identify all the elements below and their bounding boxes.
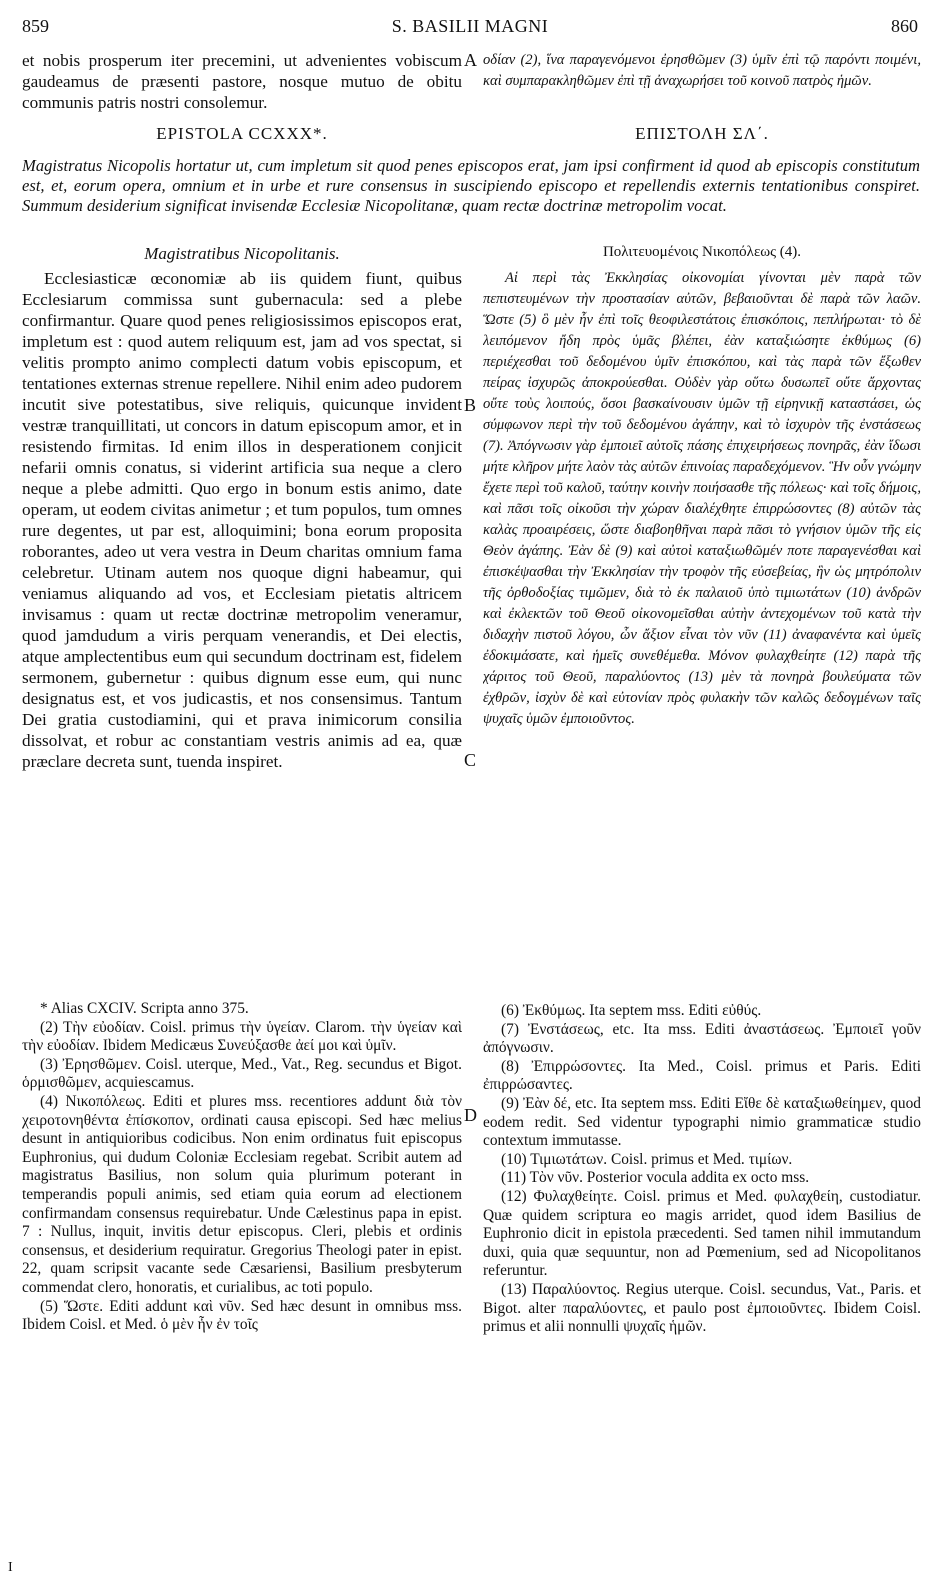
greek-addressee: Πολιτευομένοις Νικοπόλεως (4). — [602, 244, 802, 260]
latin-body-block — [22, 268, 462, 998]
footnote: (10) Τιμιωτάτων. Coisl. primus et Med. τιμίων. — [501, 1150, 793, 1168]
page-number-left: 859 — [22, 16, 49, 36]
greek-epistola-heading: ΕΠΙΣΤΟΛΗ ΣΛ΄. — [635, 124, 769, 143]
footnote: (2) Τὴν εὐοδίαν. Coisl. primus τὴν ὑγείαν. Clarom. τὴν ὑγείαν καὶ τὴν εὐοδίαν. Ibidem Medicæus Συνεύξασθε ἀεί μοι καὶ ὑμῖν. — [22, 1018, 462, 1055]
footnote: (12) Φυλαχθείητε. Coisl. primus et Med. φυλαχθείη, custodiatur. Quæ quidem scriptura eo magis arridet, quod idem Basilius de Euphronio dicit in epistola præcedenti. Sed tamen nihil immutandum duxi, quia quæ sequuntur, non ad Pœmenium, sed ad Nicopolitanos referuntur. — [483, 1187, 921, 1280]
footnote: (13) Παραλύοντος. Regius uterque. Coisl. secundus, Vat., Paris. et Bigot. alter παραλύοντες, et paulo post ἐμποιοῦντες. Ibidem Coisl. primus et alii nonnulli ψυχαῖς ἡμῶν. — [483, 1280, 921, 1336]
epistle-argument: Magistratus Nicopolis hortatur ut, cum impletum sit quod penes episcopos erat, jam ipsi confirment id quod ab episcopis constitutum est, et, eorum opera, omnium et in urbe et rure consensus in suscipiendo episcopo et repellendis externis tentationibus conspiret. Summum desiderium significat invisendæ Ecclesiæ Nicopolitanæ, quam rectæ doctrinæ metropolim vocat. — [22, 156, 920, 215]
margin-letter-d: D — [464, 1105, 477, 1125]
footnote: (7) Ἐνστάσεως, etc. Ita mss. Editi ἀναστάσεως. Ἐμποιεῖ γοῦν ἀπόγνωσιν. — [483, 1020, 921, 1057]
latin-addressee: Magistratibus Nicopolitanis. — [144, 244, 340, 263]
greek-top-block — [483, 50, 921, 116]
greek-top-paragraph: οδίαν (2), ἵνα παραγενόμενοι ἐρησθῶμεν (3) ὑμῖν ἐπὶ τῷ παρόντι ποιμένι, καὶ συμπαρακληθῶμεν ἐπὶ τῇ ἀναχωρήσει τοῦ κοινοῦ πατρὸς ἡμῶν. — [483, 52, 921, 89]
margin-letter-b: B — [464, 395, 477, 415]
margin-letter-a: A — [464, 50, 477, 70]
footnote: (11) Τὸν νῦν. Posterior vocula addita ex octo mss. — [501, 1169, 810, 1187]
margin-letter-c: C — [464, 750, 477, 770]
page-number-right: 860 — [891, 16, 918, 36]
latin-top-block — [22, 50, 462, 116]
margin-letter-i: I — [8, 1560, 13, 1575]
latin-footnotes — [22, 1000, 462, 1580]
running-header — [22, 16, 918, 44]
running-title: S. BASILII MAGNI — [391, 16, 549, 36]
greek-footnotes — [483, 1002, 921, 1462]
footnote: * Alias CXCIV. Scripta anno 375. — [40, 1000, 249, 1017]
footnote: (6) Ἐκθύμως. Ita septem mss. Editi εὐθύς. — [501, 1002, 762, 1019]
latin-body-text: Ecclesiasticæ œconomiæ ab iis quidem fiunt, quibus Ecclesiarum commissa sunt gubernacula: sed a plebe confirmantur. Quare quod penes religiosissimos episcopos erat, impletum est : quod autem reliquum est, jam ad vos spectat, si velitis prompto animo complecti datum vobis episcopum, et tentationes externas strenue repellere. Nihil enim adeo pudorem incutit sive potestatibus, sive reliquis, quicunque invident vestræ tranquillitati, ut concors in datum episcopum amor, et in resistendo firmitas. Id enim illos in desperationem conjicit nefarii omnis conatus, si viderint artificia sua neque a clero neque a plebe admitti. Quo ergo in bonum estis animo, date operam, ut eodem civitas animetur ; et tum populos, tum omnes rure degentes, ut par est, alloquimini; bona eorum proposita roborantes, adeo ut vera vestra in Deum charitas omnium fama celebretur. Utinam autem nos quoque digni habeamur, qui veniamus aliquando ad vos, et Ecclesiam pietatis altricem invisamus : quam ut rectæ doctrinæ metropolim veneramur, quod jamdudum a viris perquam venerandis, et Dei electis, atque amplectentibus eum qui secundum doctrinam est, fidelem sermonem, gubernetur : quibus dignum esse eum, qui nunc designatus est, et vos judicastis, et nos consensimus. Tantum Dei gratia custodiamini, qui et prava inimicorum consilia dissolvat, et robur ac constantiam vestris animis ad ea, quæ præclare decreta sunt, tuenda inspiret. — [22, 269, 462, 771]
greek-body-text: Αἱ περὶ τὰς Ἐκκλησίας οἰκονομίαι γίνονται μὲν παρὰ τῶν πεπιστευμένων τὴν προστασίαν αὐτῶν, βεβαιοῦνται δὲ παρὰ τῶν λαῶν. Ὥστε (5) ὃ μὲν ἦν ἐπὶ τοῖς θεοφιλεστάτοις ἐπισκόποις, πεπλήρωται· τὸ δὲ λειπόμενον ἤδη πρὸς ὑμᾶς βλέπει, ἐὰν καταξιώσητε ἐκθύμως (6) περιέχεσθαι τοῦ δεδομένου ὑμῖν ἐπισκόπου, καὶ τὰς παρὰ τῶν ἔξωθεν πείρας ἰσχυρῶς ἀποκρούεσθαι. Οὐδὲν γὰρ οὕτω δυσωπεῖ οὔτε ἄρχοντας οὔτε τοὺς λοιπούς, ὅσοι βασκαίνουσιν ὑμῶν τῇ εἰρηνικῇ καταστάσει, ὡς σύμφωνον περὶ τὴν τοῦ δεδομένου ἀγάπην, καὶ τὸ ἰσχυρὸν τῆς ἐνστάσεως (7). Ἀπόγνωσιν γὰρ ἐμποιεῖ αὐτοῖς πάσης ἐπιχειρήσεως πονηρᾶς, ἐὰν ἴδωσι μήτε κλῆρον μήτε λαὸν τὰς αὐτῶν ἐπινοίας παραδεχόμενον. Ἣν οὖν γνώμην ἔχετε περὶ τοῦ καλοῦ, ταύτην κοινὴν ποιήσασθε τῆς πόλεως· καὶ τοῖς δήμοις, καὶ πᾶσι τοῖς οἰκοῦσι τὴν χώραν διαλέχθητε ἐπιρρώσοντες (8) αὐτῶν τὰς καλὰς προαιρέσεις, ὥστε διαβοηθῆναι παρὰ πᾶσι τὸ γνήσιον ὑμῶν τῆς εἰς Θεὸν ἀγάπης. Ἐὰν δὲ (9) καὶ αὐτοὶ καταξιωθῶμέν ποτε παραγενέσθαι καὶ ἐπισκέψασθαι τὴν Ἐκκλησίαν τὴν τροφὸν τῆς εὐσεβείας, ἣν ὡς μητρόπολιν τῆς ὀρθοδοξίας τιμῶμεν, διὰ τὸ ἐκ παλαιοῦ ὑπὸ τιμιωτάτων (10) ἀνδρῶν καὶ ἐκλεκτῶν τοῦ Θεοῦ οἰκονομεῖσθαι αὐτὴν ἀντεχομένων τοῦ κατὰ τὴν διδαχὴν πιστοῦ λόγου, ὧν ἄξιον εἶναι τὸν νῦν (11) ἀναφανέντα καὶ ὑμεῖς ἐδοκιμάσατε, καὶ ἡμεῖς συνεθέμεθα. Μόνον φυλαχθείητε (12) παρὰ τῆς χάριτος τοῦ Θεοῦ, παραλύοντος (13) μὲν τὰ πονηρὰ βουλεύματα τῶν ἐχθρῶν, ἰσχὺν δὲ καὶ εὐτονίαν πρὸς φυλακὴν τῶν καλῶς δεδογμένων ταῖς ψυχαῖς ὑμῶν ἐμποιοῦντος. — [483, 270, 921, 727]
footnote: (5) Ὥστε. Editi addunt καὶ νῦν. Sed hæc desunt in omnibus mss. Ibidem Coisl. et Med. ὁ μὲν ἦν ἐν τοῖς — [22, 1297, 462, 1334]
latin-epistola-heading: EPISTOLA CCXXX*. — [156, 124, 328, 143]
footnote: (8) Ἐπιρρώσοντες. Ita Med., Coisl. primus et Paris. Editi ἐπιρρώσαντες. — [483, 1057, 921, 1094]
latin-top-paragraph: et nobis prosperum iter precemini, ut advenientes vobiscum gaudeamus de præsenti pastore, nosque mutuo de obitu communis patris nostri consolemur. — [22, 51, 462, 112]
greek-body-block — [483, 268, 921, 1000]
footnote: (3) Ἐρησθῶμεν. Coisl. uterque, Med., Vat., Reg. secundus et Bigot. ὁρμισθῶμεν, acquiescamus. — [22, 1055, 462, 1092]
footnote: (4) Νικοπόλεως. Editi et plures mss. recentiores addunt διὰ τὸν χειροτονηθέντα ἐπίσκοπον, ordinati causa episcopi. Sed hæc melius desunt in antiquioribus codicibus. Non enim ordinatus fuit episcopus Euphronius, qui dudum Coloniæ Ecclesiam regebat. Scribit autem ad magistratus Basilius, non solum quia plurimum poterant in temperandis populi animis, sed etiam quia eorum ad electionem confirmandam consensus requirebatur. Unde Cælestinus papa in epist. 7 : Nullus, inquit, invitis detur episcopus. Cleri, plebis et ordinis consensus, et desiderium requiratur. Gregorius Theologi pater in epist. 22, quam scripsit vacante sede Cæsariensi, Basilium presbyterum commendat clero, honoratis, et curialibus, ac toti populo. — [22, 1092, 462, 1296]
footnote: (9) Ἐὰν δέ, etc. Ita septem mss. Editi Εἴθε δὲ καταξιωθείημεν, quod eodem redit. Sed videntur typographi nimio grammaticæ studio contextum immutasse. — [483, 1094, 921, 1150]
